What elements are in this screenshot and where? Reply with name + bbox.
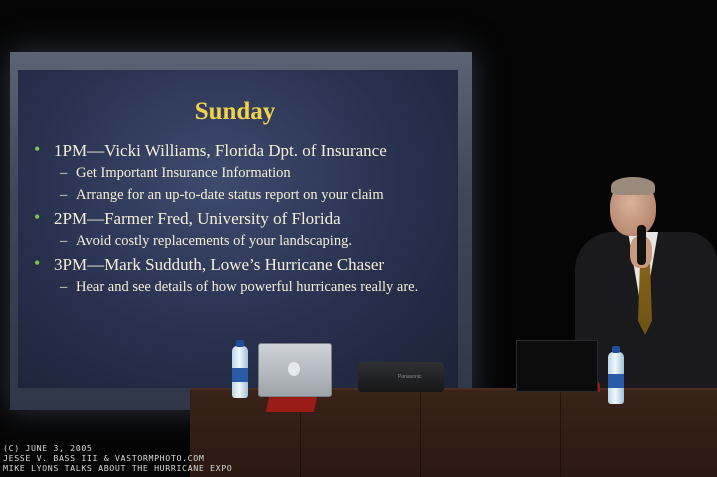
slide-subitem-1-2: – Arrange for an up-to-date status report on your claim (32, 186, 452, 205)
slide-subitem-3-1: – Hear and see details of how powerful hurricanes really are. (32, 278, 452, 297)
laptop-black (516, 340, 598, 392)
projector-brand: Panasonic (398, 374, 422, 380)
caption-line-3: MIKE LYONS TALKS ABOUT THE HURRICANE EXPO (3, 463, 233, 473)
slide-item-1: • 1PM—Vicki Williams, Florida Dpt. of Insurance (32, 140, 452, 161)
slide-item-2: • 2PM—Farmer Fred, University of Florida (32, 208, 452, 229)
bottle-label (608, 374, 624, 388)
caption-line-2: JESSE V. BASS III & VASTORMPHOTO.COM (3, 453, 205, 463)
caption-line-1: (C) JUNE 3, 2005 (3, 443, 93, 453)
slide-item-3: • 3PM—Mark Sudduth, Lowe’s Hurricane Chaser (32, 254, 452, 275)
laptop-silver (258, 343, 332, 397)
projector (358, 362, 444, 392)
water-bottle (232, 346, 248, 398)
speaker-hair (611, 177, 655, 195)
slide-title: Sunday (194, 98, 276, 125)
water-bottle (608, 352, 624, 404)
bottle-cap (236, 340, 244, 347)
table-fold (560, 388, 561, 477)
bottle-label (232, 368, 248, 382)
table-fold (420, 388, 421, 477)
slide-subitem-2-1: – Avoid costly replacements of your landscaping. (32, 232, 452, 251)
apple-logo-icon (288, 362, 300, 376)
bottle-cap (612, 346, 620, 353)
microphone-icon (637, 225, 646, 265)
slide-bullets (32, 140, 452, 300)
slide-subitem-1-1: – Get Important Insurance Information (32, 164, 452, 183)
